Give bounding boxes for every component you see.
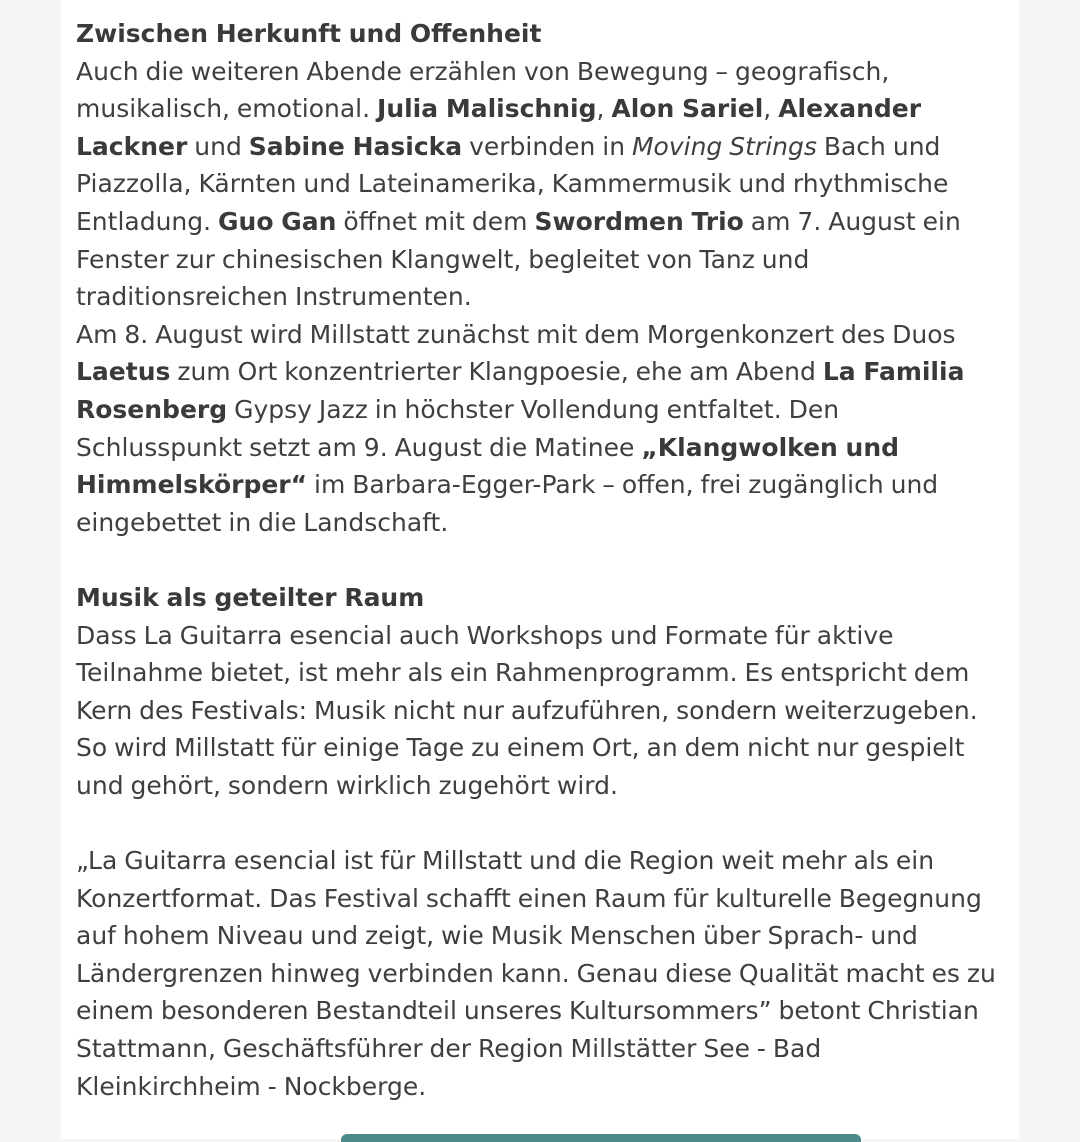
text-segment: Auch die weiteren Abende erzählen von Bewegung – geografisch, musikalisch, emotional. [76,56,890,124]
paragraph-spacer [76,804,1011,842]
section-heading-herkunft: Zwischen Herkunft und Offenheit [76,19,542,48]
text-segment: öffnet mit dem [336,206,535,236]
artist-name: Alexander Lackner [76,94,922,161]
artist-name: Sabine Hasicka [248,131,463,161]
program-title: Moving Strings [631,131,817,161]
artist-name: Guo Gan [218,206,337,236]
text-segment: Am 8. August wird Millstatt zunächst mit dem Morgenkonzert des Duos [76,319,956,349]
cta-button-top-edge[interactable] [341,1134,861,1142]
text-segment: zum Ort konzentrierter Klangpoesie, ehe am Abend [170,357,823,387]
ensemble-name: Laetus [76,357,171,387]
text-segment: und [187,131,249,161]
text-segment: verbinden in [462,131,632,161]
text-segment: Bach und Piazzolla, Kärnten und Lateinamerika, Kammermusik und rhythmische Entladung. [76,131,949,236]
artist-name: Alon Sariel [611,94,764,124]
paragraph-workshops: Dass La Guitarra esencial auch Workshops und Formate für aktive Teilnahme bietet, ist mehr als ein Rahmenprogramm. Es entspricht dem Kern des Festivals: Musik nicht nur aufzuführen, sondern weiterzugeben. So wird Millstatt für einige Tage zu einem Ort, an dem nicht nur gespielt und gehört, sondern wirklich zugehört wird. [76,620,978,800]
artist-name: Julia Malischnig [377,94,597,124]
article-page [61,0,1019,1139]
event-title: „Klangwolken und Himmelskörper“ [76,432,900,500]
ensemble-name: La Familia Rosenberg [76,357,965,424]
paragraph-august-events [76,316,1011,542]
text-segment: im Barbara-Egger-Park – offen, frei zugänglich und eingebettet in die Landschaft. [76,470,939,537]
ensemble-name: Swordmen Trio [534,206,744,236]
section-heading-raum: Musik als geteilter Raum [76,582,425,612]
text-segment: , [763,94,779,124]
text-segment: am 7. August ein Fenster zur chinesischen Klangwelt, begleitet von Tanz und traditionsreichen Instrumenten. [76,206,961,312]
text-segment: , [596,94,612,124]
quote-paragraph: „La Guitarra esencial ist für Millstatt und die Region weit mehr als ein Konzertformat. Das Festival schafft einen Raum für kulturelle Begegnung auf hohem Niveau und zeigt, wie Musik Menschen über Sprach- und Ländergrenzen hinweg verbinden kann. Genau diese Qualität macht es zu einem besonderen Bestandteil unseres Kultursommers” betont Christian Stattmann, Geschäftsführer der Region Millstätter See - Bad Kleinkirchheim - Nockberge. [76,846,996,1101]
article-content [76,15,1011,1105]
text-segment: Gypsy Jazz in höchster Vollendung entfaltet. Den Schlusspunkt setzt am 9. August die Matinee [76,394,840,462]
paragraph-evenings [76,53,1011,316]
paragraph-spacer [76,541,1011,579]
